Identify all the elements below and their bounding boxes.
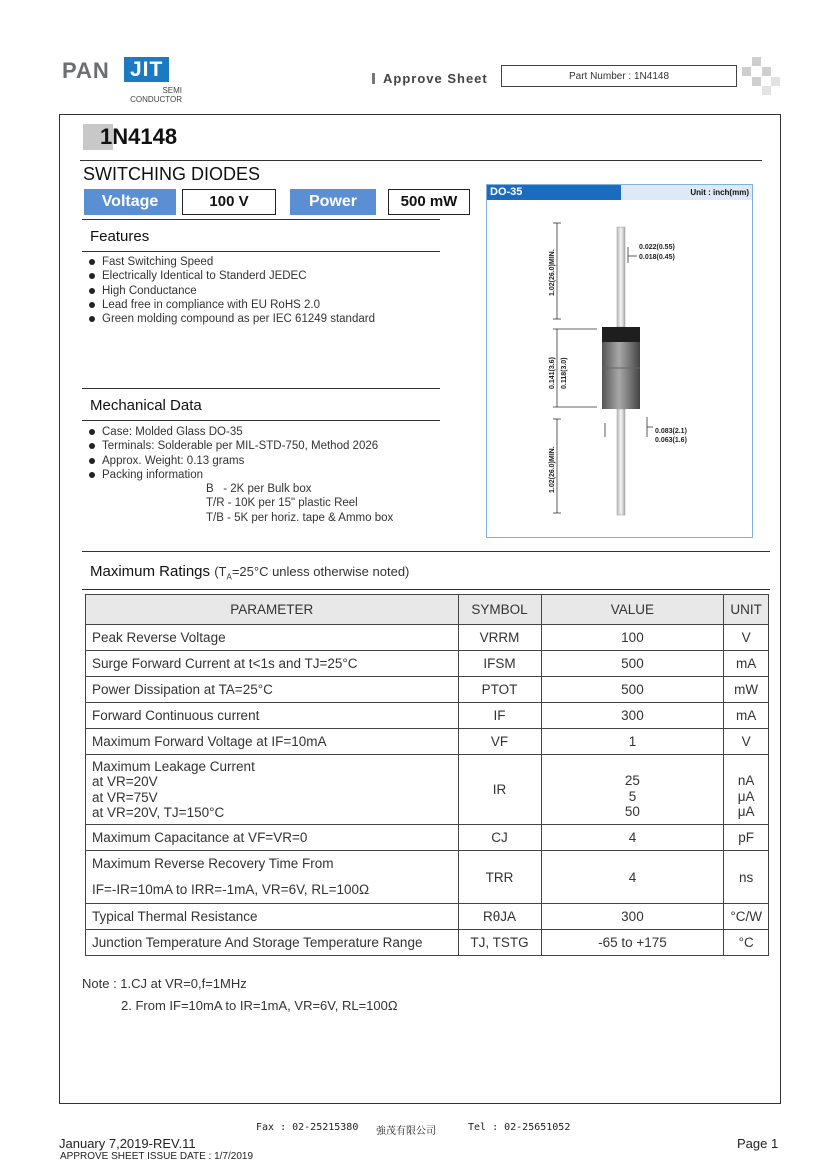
value-cell: 100 [541,625,724,651]
dim-body-dia-min: 0.063(1.6) [655,437,687,444]
unit-cell: °C [724,930,769,956]
col-parameter: PARAMETER [86,595,459,625]
table-row [86,904,769,930]
param-cell: Forward Continuous current [86,703,459,729]
table-row [86,825,769,851]
dim-top-lead-length: 1.02(26.0)MIN. [549,249,556,296]
value-cell: -65 to +175 [541,930,724,956]
features-rule-top [82,219,440,220]
param-cell: Typical Thermal Resistance [86,904,459,930]
leakage-value: 5 [628,788,637,804]
leakage-unit: nA [737,773,755,789]
dim-bottom-lead-length: 1.02(26.0)MIN. [549,446,556,493]
dim-body-length-min: 0.118(3.0) [561,357,568,389]
footer-fax: Fax : 02-25215380 [256,1122,359,1133]
features-heading: Features [90,228,150,245]
note-1: Note : 1.CJ at VR=0,f=1MHz [82,976,247,991]
mechanical-rule-top [82,388,440,389]
param-cell: Surge Forward Current at t<1s and TJ=25°C [86,651,459,677]
dim-body-length-max: 0.141(3.6) [549,357,556,389]
packing-info [206,482,393,525]
value-cell: 300 [541,703,724,729]
leakage-value: 50 [624,804,640,820]
footer-date-revision: January 7,2019-REV.11 [59,1136,196,1151]
param-cell: Maximum Forward Voltage at IF=10mA [86,729,459,755]
logo-sub-conductor: CONDUCTOR [130,95,182,104]
col-value: VALUE [541,595,724,625]
symbol-cell: PTOT [458,677,541,703]
checker-decoration-icon [742,57,780,95]
param-cell: Power Dissipation at TA=25°C [86,677,459,703]
leakage-unit: μA [737,804,755,820]
ratings-title: Maximum Ratings [90,563,211,580]
package-name: DO-35 [487,185,621,200]
list-item: Fast Switching Speed [84,255,444,269]
logo-sub-semi: SEMI [162,86,182,95]
features-rule-bottom [82,251,440,252]
list-item: Case: Molded Glass DO-35 [84,425,444,439]
symbol-cell: RθJA [458,904,541,930]
param-cell: Maximum Capacitance at VF=VR=0 [86,825,459,851]
condition-prefix: (T [214,564,227,579]
param-cell [86,851,459,904]
symbol-cell: TJ, TSTG [458,930,541,956]
value-cell: 500 [541,651,724,677]
table-row [86,703,769,729]
mechanical-list [84,425,444,482]
ratings-rule-top [82,551,770,552]
mechanical-rule-bottom [82,420,440,421]
condition-suffix: =25°C unless otherwise noted) [231,564,410,579]
list-item: Approx. Weight: 0.13 grams [84,454,444,468]
value-cell [541,755,724,825]
maximum-ratings-table [85,594,769,956]
value-cell: 4 [541,851,724,904]
leakage-unit: μA [737,788,755,804]
leakage-line: at VR=20V [92,774,158,789]
list-item: Lead free in compliance with EU RoHS 2.0 [84,298,444,312]
mechanical-heading: Mechanical Data [90,397,202,414]
table-row-leakage [86,755,769,825]
symbol-cell: TRR [458,851,541,904]
footer-company: 強茂有限公司 [376,1126,436,1137]
dim-body-dia-max: 0.083(2.1) [655,428,687,435]
condition-subscript: A [226,572,232,582]
list-item: Terminals: Solderable per MIL-STD-750, Method 2026 [84,439,444,453]
logo-jit-text: JIT [124,57,169,82]
recovery-line: Maximum Reverse Recovery Time From [92,856,334,871]
list-item: Green molding compound as per IEC 61249 standard [84,312,444,326]
list-item: Packing information [84,468,444,482]
footer-issue-date: APPROVE SHEET ISSUE DATE : 1/7/2019 [60,1151,254,1162]
footer-page-number: Page 1 [737,1136,779,1151]
unit-cell: V [724,729,769,755]
symbol-cell: CJ [458,825,541,851]
param-cell: Peak Reverse Voltage [86,625,459,651]
unit-cell: V [724,625,769,651]
page-title: 1N4148 [100,124,178,149]
symbol-cell: VRRM [458,625,541,651]
title-rule [80,160,762,161]
recovery-line: IF=-IR=10mA to IRR=-1mA, VR=6V, RL=100Ω [92,882,370,897]
unit-cell: pF [724,825,769,851]
voltage-label: Voltage [84,189,176,215]
leakage-line: at VR=20V, TJ=150°C [92,805,225,820]
value-cell: 300 [541,904,724,930]
part-number-box: Part Number : 1N4148 [501,65,737,87]
leakage-value: 25 [624,773,640,789]
table-row [86,651,769,677]
logo-pan-text: PAN [62,58,110,83]
features-list [84,255,444,326]
symbol-cell: VF [458,729,541,755]
panjit-logo [62,58,187,104]
power-label: Power [290,189,376,215]
ratings-condition [214,564,410,582]
voltage-value: 100 V [182,189,276,215]
table-row [86,930,769,956]
param-cell: Junction Temperature And Storage Temperature Range [86,930,459,956]
dim-lead-dia-min: 0.018(0.45) [639,254,675,261]
symbol-cell: IFSM [458,651,541,677]
page-subtitle: SWITCHING DIODES [83,164,261,184]
list-item: High Conductance [84,284,444,298]
col-unit: UNIT [724,595,769,625]
logo-subtitle [128,86,182,104]
symbol-cell: IR [458,755,541,825]
list-item: Electrically Identical to Standerd JEDEC [84,269,444,283]
table-row [86,677,769,703]
package-unit: Unit : inch(mm) [621,185,752,200]
unit-cell: °C/W [724,904,769,930]
table-header-row [86,595,769,625]
table-row [86,625,769,651]
unit-cell: mA [724,651,769,677]
param-cell [86,755,459,825]
value-cell: 1 [541,729,724,755]
table-row [86,729,769,755]
unit-cell: mA [724,703,769,729]
ratings-rule-bottom [82,589,770,590]
packing-line: T/B - 5K per horiz. tape & Ammo box [206,511,394,524]
table-row-recovery [86,851,769,904]
unit-cell [724,755,769,825]
value-cell: 500 [541,677,724,703]
approve-sheet-label: Approve Sheet [372,71,488,86]
do35-outline-drawing [487,201,752,537]
footer-tel: Tel : 02-25651052 [468,1122,571,1133]
dim-lead-dia-max: 0.022(0.55) [639,244,675,251]
note-2: 2. From IF=10mA to IR=1mA, VR=6V, RL=100Ω [121,998,398,1013]
leakage-line: Maximum Leakage Current [92,758,255,774]
unit-cell: mW [724,677,769,703]
packing-line: B - 2K per Bulk box [206,483,312,495]
power-value: 500 mW [388,189,470,215]
value-cell: 4 [541,825,724,851]
unit-cell: ns [724,851,769,904]
symbol-cell: IF [458,703,541,729]
packing-line: T/R - 10K per 15" plastic Reel [206,497,358,510]
col-symbol: SYMBOL [458,595,541,625]
leakage-line: at VR=75V [92,789,158,805]
ratings-heading [90,563,409,582]
